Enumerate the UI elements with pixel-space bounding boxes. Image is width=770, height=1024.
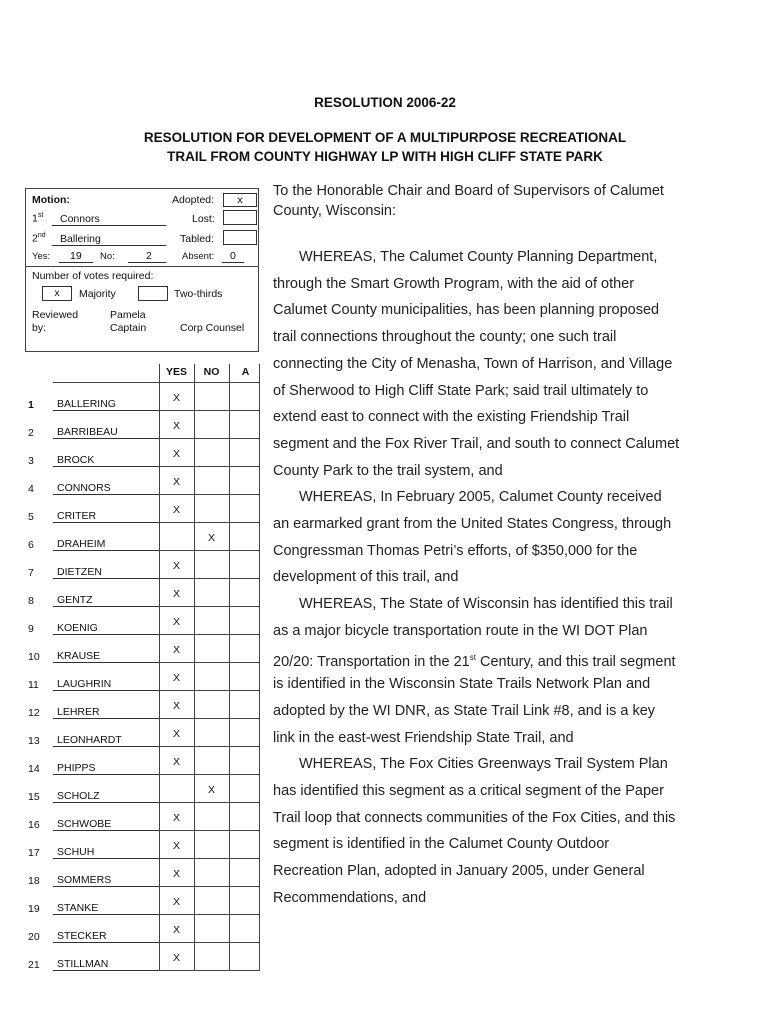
supervisor-name: SCHOLZ bbox=[53, 790, 162, 803]
adopted-checkbox[interactable]: x bbox=[223, 193, 257, 207]
row-rule bbox=[159, 802, 260, 803]
body-line: through the Smart Growth Program, with the aid of other bbox=[273, 275, 635, 292]
no-label: No: bbox=[100, 251, 115, 262]
vote-mark: X bbox=[172, 504, 180, 516]
body-line: Recreation Plan, adopted in January 2005, under General bbox=[273, 863, 645, 880]
row-number: 2 bbox=[28, 427, 34, 439]
body-line: trail connections throughout the county; one such trail bbox=[273, 329, 617, 346]
row-number: 14 bbox=[28, 763, 40, 775]
row-number: 13 bbox=[28, 735, 40, 747]
vote-row bbox=[0, 532, 262, 560]
supervisor-name: CRITER bbox=[53, 510, 162, 523]
row-rule bbox=[159, 466, 260, 467]
row-number: 4 bbox=[28, 483, 34, 495]
vote-row bbox=[0, 448, 262, 476]
row-number: 1 bbox=[28, 399, 34, 411]
reviewed-by-line1: Reviewed bbox=[32, 309, 79, 321]
reviewer2: Corp Counsel bbox=[180, 322, 245, 334]
vote-row bbox=[0, 420, 262, 448]
row-rule bbox=[159, 746, 260, 747]
row-rule bbox=[159, 634, 260, 635]
body-line: of Sherwood to High Cliff State Park; said trail ultimately to bbox=[273, 382, 649, 399]
vote-row bbox=[0, 392, 262, 420]
yes-label: Yes: bbox=[32, 251, 51, 262]
vote-mark: X bbox=[172, 756, 180, 768]
body-line: Recommendations, and bbox=[273, 889, 427, 906]
vote-row bbox=[0, 476, 262, 504]
row-number: 12 bbox=[28, 707, 40, 719]
salutation-line1: To the Honorable Chair and Board of Supervisors of Calumet bbox=[273, 183, 664, 199]
row-number: 3 bbox=[28, 455, 34, 467]
row-rule bbox=[159, 690, 260, 691]
row-number: 5 bbox=[28, 511, 34, 523]
row-number: 21 bbox=[28, 959, 40, 971]
row-rule bbox=[159, 774, 260, 775]
yes-count: 19 bbox=[70, 250, 82, 262]
row-rule bbox=[159, 914, 260, 915]
supervisor-name: LAUGHRIN bbox=[53, 678, 162, 691]
row-number: 9 bbox=[28, 623, 34, 635]
vote-row bbox=[0, 924, 262, 952]
supervisor-name: SCHWOBE bbox=[53, 818, 162, 831]
row-rule bbox=[159, 410, 260, 411]
vote-mark: X bbox=[172, 392, 180, 404]
vote-mark: X bbox=[172, 448, 180, 460]
vote-row bbox=[0, 504, 262, 532]
row-number: 18 bbox=[28, 875, 40, 887]
header-absent: A bbox=[241, 366, 250, 378]
body-line: as a major bicycle transportation route in the WI DOT Plan bbox=[273, 622, 648, 639]
vote-row bbox=[0, 784, 262, 812]
vote-mark: X bbox=[172, 952, 180, 964]
body-line: County Park to the trail system, and bbox=[273, 462, 503, 479]
vote-row bbox=[0, 672, 262, 700]
resolution-title-line1: RESOLUTION FOR DEVELOPMENT OF A MULTIPURPOSE RECREATIONAL bbox=[143, 130, 627, 145]
absent-label: Absent: bbox=[182, 251, 215, 262]
vote-row bbox=[0, 560, 262, 588]
supervisor-name: SOMMERS bbox=[53, 874, 162, 887]
supervisor-name: STILLMAN bbox=[53, 958, 162, 971]
body-line: Trail loop that connects communities of the Fox Cities, and this bbox=[273, 809, 676, 826]
salutation-line2: County, Wisconsin: bbox=[273, 203, 397, 219]
row-rule bbox=[159, 494, 260, 495]
row-rule bbox=[159, 886, 260, 887]
lost-label: Lost: bbox=[192, 213, 215, 225]
vote-mark: X bbox=[207, 532, 215, 544]
vote-mark: X bbox=[172, 868, 180, 880]
body-line: WHEREAS, The Calumet County Planning Department, bbox=[299, 249, 658, 265]
vote-mark: X bbox=[172, 728, 180, 740]
vote-mark: X bbox=[172, 672, 180, 684]
vote-row bbox=[0, 756, 262, 784]
vote-mark: X bbox=[172, 644, 180, 656]
vote-mark: X bbox=[172, 812, 180, 824]
body-line: connecting the City of Menasha, Town of Harrison, and Village bbox=[273, 355, 673, 372]
vote-mark: X bbox=[172, 420, 180, 432]
tabled-label: Tabled: bbox=[180, 233, 214, 245]
row-rule bbox=[159, 606, 260, 607]
vote-row bbox=[0, 616, 262, 644]
vote-mark: X bbox=[172, 840, 180, 852]
vote-row bbox=[0, 896, 262, 924]
vote-row bbox=[0, 840, 262, 868]
row-number: 20 bbox=[28, 931, 40, 943]
reviewer1-line2: Captain bbox=[110, 322, 147, 334]
vote-mark: X bbox=[172, 924, 180, 936]
reviewer1-line1: Pamela bbox=[110, 309, 146, 321]
first-label: 1st bbox=[32, 212, 44, 225]
body-line: link in the east-west Friendship State Trail, and bbox=[273, 729, 574, 746]
row-number: 19 bbox=[28, 903, 40, 915]
two-thirds-label: Two-thirds bbox=[174, 288, 223, 300]
vote-row bbox=[0, 952, 262, 980]
supervisor-name: LEONHARDT bbox=[53, 734, 162, 747]
row-number: 10 bbox=[28, 651, 40, 663]
vote-row bbox=[0, 812, 262, 840]
row-number: 8 bbox=[28, 595, 34, 607]
supervisor-name: STANKE bbox=[53, 902, 162, 915]
vote-mark: X bbox=[172, 476, 180, 488]
tabled-checkbox[interactable] bbox=[223, 230, 257, 245]
row-number: 17 bbox=[28, 847, 40, 859]
vote-mark: X bbox=[172, 560, 180, 572]
row-rule bbox=[159, 858, 260, 859]
body-line: WHEREAS, The State of Wisconsin has identified this trail bbox=[299, 596, 673, 613]
absent-count: 0 bbox=[230, 250, 236, 262]
row-rule bbox=[159, 578, 260, 579]
row-rule bbox=[159, 970, 260, 971]
body-line: is identified in the Wisconsin State Trails Network Plan and bbox=[273, 676, 651, 693]
supervisor-name: BROCK bbox=[53, 454, 162, 467]
no-count: 2 bbox=[146, 250, 152, 262]
body-line: an earmarked grant from the United States Congress, through bbox=[273, 516, 672, 532]
row-rule bbox=[159, 550, 260, 551]
resolution-number: RESOLUTION 2006-22 bbox=[314, 95, 456, 110]
vote-row bbox=[0, 644, 262, 672]
majority-checkbox[interactable]: x bbox=[42, 286, 72, 301]
body-line: adopted by the WI DNR, as State Trail Link #8, and is a key bbox=[273, 702, 656, 719]
supervisor-name: STECKER bbox=[53, 930, 162, 943]
body-line: extend east to connect with the existing Friendship Trail bbox=[273, 409, 630, 426]
row-rule bbox=[159, 438, 260, 439]
row-rule bbox=[159, 662, 260, 663]
supervisor-name: DIETZEN bbox=[53, 566, 162, 579]
two-thirds-checkbox[interactable] bbox=[138, 286, 168, 301]
supervisor-name: KRAUSE bbox=[53, 650, 162, 663]
vote-mark: X bbox=[172, 896, 180, 908]
motion-box bbox=[25, 188, 259, 352]
body-line: Congressman Thomas Petri’s efforts, of $350,000 for the bbox=[273, 542, 638, 559]
adopted-label: Adopted: bbox=[172, 194, 215, 206]
row-rule bbox=[159, 830, 260, 831]
supervisor-name: BARRIBEAU bbox=[53, 426, 162, 439]
row-number: 7 bbox=[28, 567, 34, 579]
second-label: 2nd bbox=[32, 232, 46, 245]
body-line: WHEREAS, The Fox Cities Greenways Trail System Plan bbox=[299, 756, 668, 773]
body-line: WHEREAS, In February 2005, Calumet County received bbox=[299, 489, 662, 506]
first-mover: Connors bbox=[60, 213, 100, 225]
body-line: 20/20: Transportation in the 21st Century, and this trail segment bbox=[273, 652, 676, 670]
row-rule bbox=[159, 718, 260, 719]
row-number: 11 bbox=[28, 679, 39, 691]
vote-row bbox=[0, 588, 262, 616]
lost-checkbox[interactable] bbox=[223, 210, 257, 225]
body-line: segment and the Fox River Trail, and south to connect Calumet bbox=[273, 435, 680, 452]
vote-mark: X bbox=[172, 588, 180, 600]
body-line: Calumet County municipalities, has been planning proposed bbox=[273, 302, 660, 319]
supervisor-name: GENTZ bbox=[53, 594, 162, 607]
row-number: 15 bbox=[28, 791, 40, 803]
body-line: development of this trail, and bbox=[273, 569, 459, 586]
second-mover: Ballering bbox=[60, 233, 101, 245]
vote-mark: X bbox=[172, 616, 180, 628]
vote-mark: X bbox=[172, 700, 180, 712]
vote-row bbox=[0, 728, 262, 756]
supervisor-name: CONNORS bbox=[53, 482, 162, 495]
body-line: has identified this segment as a critical segment of the Paper bbox=[273, 783, 664, 799]
supervisor-name: LEHRER bbox=[53, 706, 162, 719]
supervisor-name: DRAHEIM bbox=[53, 538, 162, 551]
vote-row bbox=[0, 700, 262, 728]
supervisor-name: BALLERING bbox=[53, 398, 162, 411]
supervisor-name: PHIPPS bbox=[53, 762, 162, 775]
resolution-title-line2: TRAIL FROM COUNTY HIGHWAY LP WITH HIGH CLIFF STATE PARK bbox=[167, 149, 603, 164]
majority-label: Majority bbox=[79, 288, 116, 300]
supervisor-name: SCHUH bbox=[53, 846, 162, 859]
header-no: NO bbox=[203, 366, 220, 378]
motion-label: Motion: bbox=[32, 194, 70, 206]
votes-required-label: Number of votes required: bbox=[32, 270, 154, 282]
header-yes: YES bbox=[165, 366, 187, 378]
row-number: 16 bbox=[28, 819, 40, 831]
vote-row bbox=[0, 868, 262, 896]
vote-mark: X bbox=[207, 784, 215, 796]
row-rule bbox=[159, 942, 260, 943]
row-number: 6 bbox=[28, 539, 34, 551]
supervisor-name: KOENIG bbox=[53, 622, 162, 635]
reviewed-by-line2: by: bbox=[32, 322, 47, 334]
row-rule bbox=[159, 522, 260, 523]
body-line: segment is identified in the Calumet County Outdoor bbox=[273, 836, 610, 853]
